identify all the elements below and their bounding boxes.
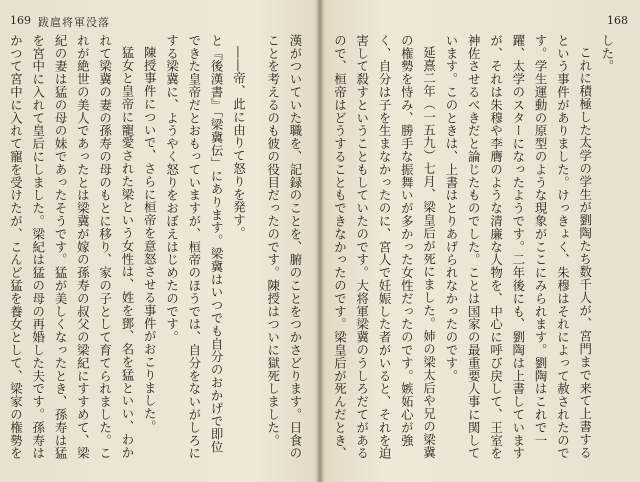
paragraph: 陳授事件についで、さらに桓帝を意怒させる事件がおこりました。 (142, 46, 158, 434)
paragraph: した。 (600, 34, 615, 73)
left-page (0, 0, 318, 482)
paragraph: 猛女と皇帝に寵愛された梁という女性は、姓を鄧、名を猛といい、わかれて梁冀の妻の孫寿の母のもとに移り、家の子として育てられました。これが絶世の美人であったとは梁冀が嫁の孫寿の叔父の梁紀にすすめて、梁紀の妻は猛の母の妹であったそうです。猛が美しくなったとき、孫寿は猛を宮中に入れて皇后にしました。梁紀は猛の母の再婚した夫です。孫寿はかつて宮中に入れて寵を受けたが、こんど猛を養女として、梁家の権勢を (8, 34, 135, 460)
right-page (322, 0, 640, 482)
paragraph: 漢がついていた職を、記録のことを、腑のことをつかさどります。日食のことを考えるのも彼の役目だったのです。陳授はついに獄死しました。 (265, 34, 303, 460)
right-page-number: 168 (607, 14, 628, 27)
left-page-text (6, 34, 306, 464)
right-page-text (328, 34, 618, 464)
paragraph: 延熹二年（一五九）七月、梁皇后が死にました。姉の梁太后や兄の梁冀の権勢を恃み、勝手な振舞いが多かった女性だったのです。嫉妬心が強く、自分は子を生まなかったのに、宮人で妊娠した者がいると、それを迫害して殺すということもしていたのです。大将軍梁冀のうしろだてがあるので、桓帝はどうすることもできなかったのです。梁皇后が死んだとき、 (332, 34, 437, 460)
running-head: 跋扈将軍没落 (38, 16, 110, 29)
left-page-number: 169 (10, 14, 31, 27)
quote-line: ――帝、此に由りて怒りを発す。 (231, 46, 247, 240)
paragraph: と『後漢書』「梁冀伝」にあります。梁冀はいつでも自分のおかげで即位できた皇帝だとおもっていますが、桓帝のほうでは、自分をないがしろにする梁冀に、ようやく怒りをおぼえはじめたのです。 (164, 34, 225, 460)
paragraph: これに積極した太学の学生が劉陶たち数千人が、宮門まで来て上書するという事件がありました。けっきょく、朱穆はそれによって赦されたのです。学生運動の原型のような現象がここにみられます。劉陶はこれで一躍、太学のスターになったようです。二年後にも、劉陶は上書していますが、それは朱穆や李膺のような清廉な人物を、中心に呼び戻して、王室を神佐させるべきだと論じたものでした。ことは国家の最重要人事に関しています。このときは、上書はとりあげられなかったのです。 (443, 34, 593, 460)
